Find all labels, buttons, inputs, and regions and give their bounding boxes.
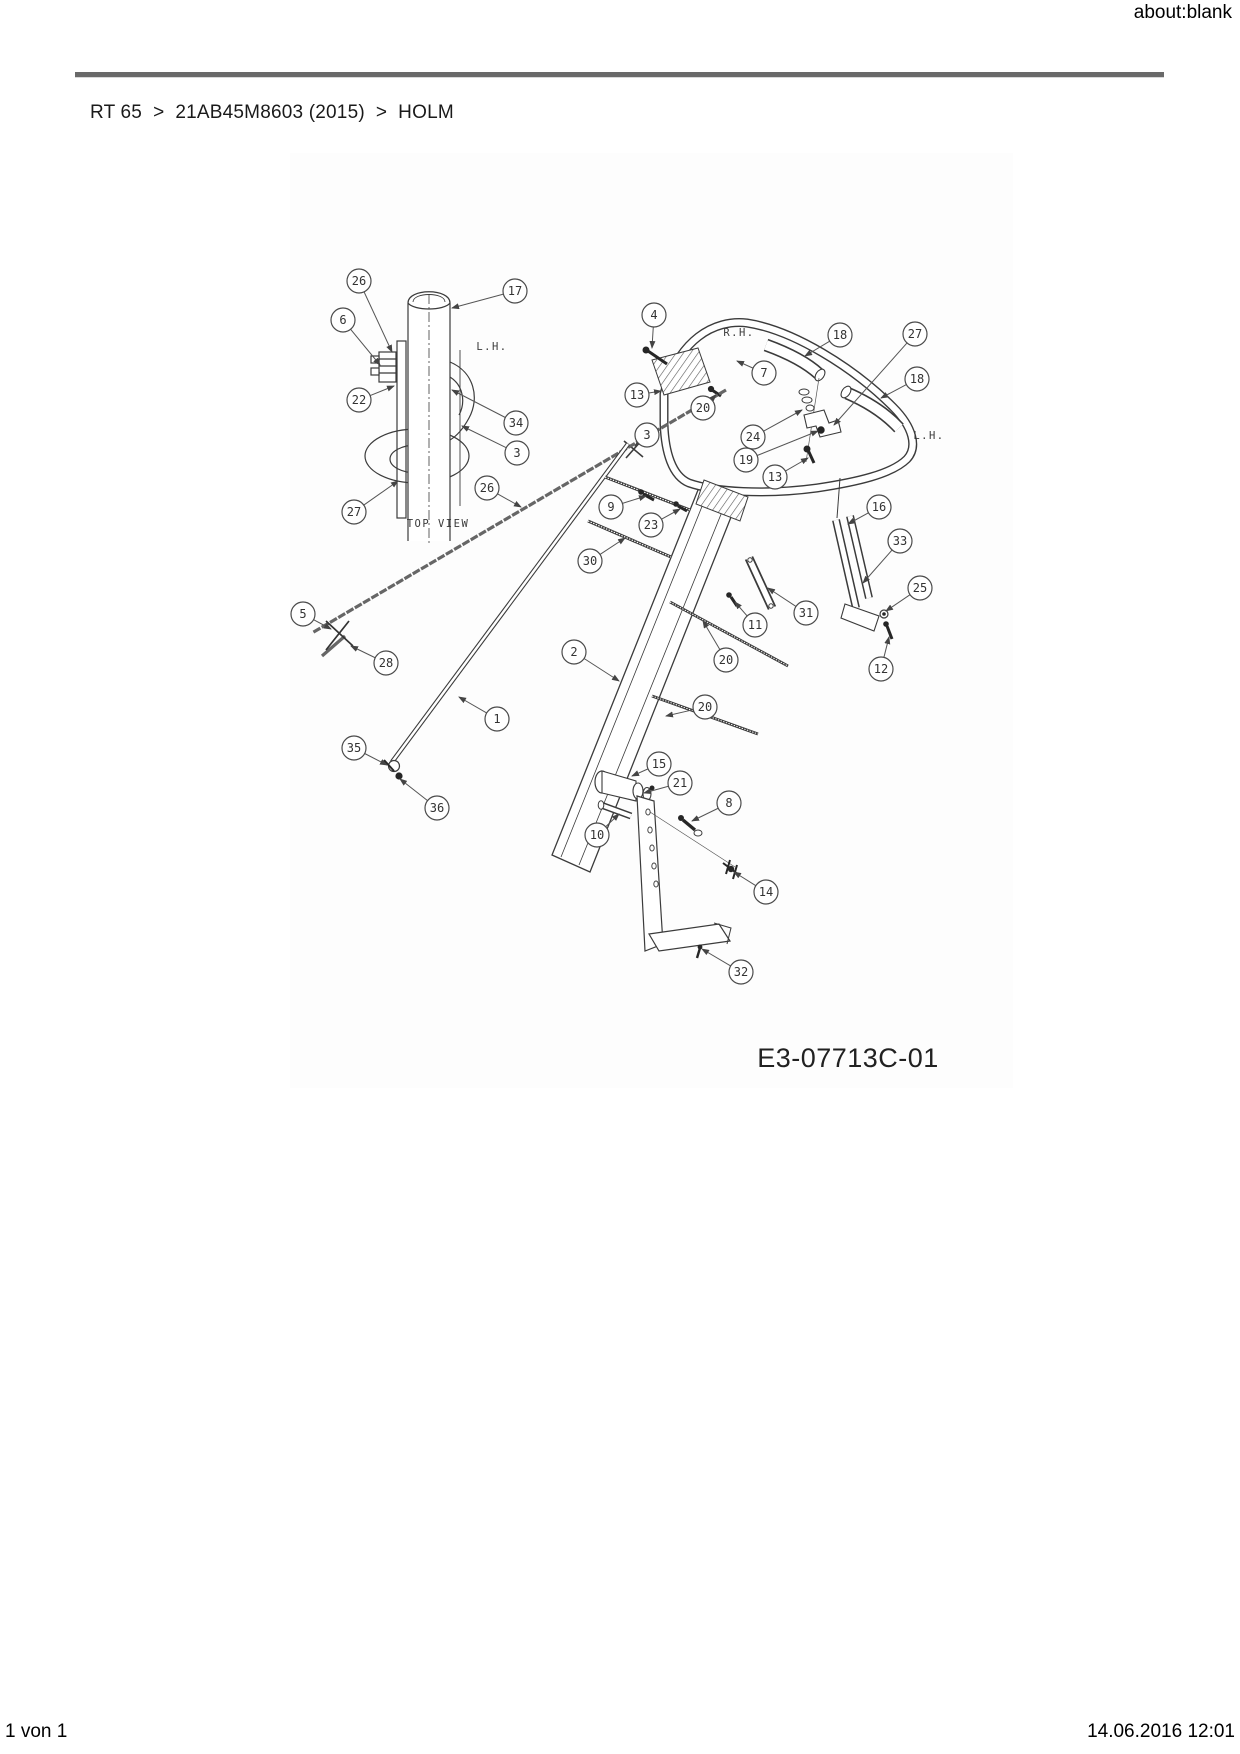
callout-3 bbox=[635, 423, 659, 447]
callout-number: 13 bbox=[629, 388, 645, 402]
callout-number: 15 bbox=[651, 757, 667, 771]
callout-number: 26 bbox=[351, 274, 367, 288]
callout-number: 28 bbox=[378, 656, 394, 670]
callout-number: 20 bbox=[697, 700, 713, 714]
callout-number: 6 bbox=[339, 313, 347, 327]
diagram-label-top-view-caption: TOP VIEW bbox=[406, 518, 470, 530]
callout-number: 30 bbox=[582, 554, 598, 568]
callout-number: 36 bbox=[429, 801, 445, 815]
nut-19 bbox=[818, 427, 824, 433]
callout-number: 11 bbox=[747, 618, 763, 632]
callout-number: 10 bbox=[589, 828, 605, 842]
callout-number: 22 bbox=[351, 393, 367, 407]
washer-24c bbox=[806, 405, 814, 411]
callout-number: 3 bbox=[513, 446, 521, 460]
callout-number: 13 bbox=[767, 470, 783, 484]
inset-screw-2 bbox=[371, 368, 379, 375]
callout-number: 27 bbox=[907, 327, 923, 341]
callout-number: 32 bbox=[733, 965, 749, 979]
callout-number: 5 bbox=[299, 607, 307, 621]
callout-number: 17 bbox=[507, 284, 523, 298]
callout-number: 35 bbox=[346, 741, 362, 755]
callout-number: 21 bbox=[672, 776, 688, 790]
drawing-number: E3-07713C-01 bbox=[757, 1043, 939, 1073]
bolt-23-head bbox=[673, 501, 679, 507]
breadcrumb-item: 21AB45M8603 (2015) bbox=[175, 102, 365, 123]
callout-number: 8 bbox=[725, 796, 733, 810]
callout-number: 19 bbox=[738, 453, 754, 467]
callout-20 bbox=[691, 395, 716, 420]
callout-number: 25 bbox=[912, 581, 928, 595]
washer-8 bbox=[694, 830, 702, 836]
breadcrumb-separator: > bbox=[375, 102, 388, 123]
callout-number: 14 bbox=[758, 885, 774, 899]
print-timestamp: 14.06.2016 12:01 bbox=[1087, 1721, 1235, 1742]
callout-number: 33 bbox=[892, 534, 908, 548]
callout-number: 2 bbox=[570, 645, 578, 659]
page-count: 1 von 1 bbox=[5, 1721, 68, 1742]
callout-number: 4 bbox=[650, 308, 658, 322]
callout-number: 12 bbox=[873, 662, 889, 676]
callout-number: 3 bbox=[643, 428, 651, 442]
callout-number: 20 bbox=[718, 653, 734, 667]
callout-number: 23 bbox=[643, 518, 659, 532]
inset-clamp-block bbox=[379, 352, 396, 382]
callout-number: 16 bbox=[871, 500, 887, 514]
callout-number: 27 bbox=[346, 505, 362, 519]
callout-number: 18 bbox=[832, 328, 848, 342]
callout-number: 20 bbox=[695, 401, 711, 415]
callout-number: 34 bbox=[508, 416, 524, 430]
callout-number: 9 bbox=[607, 500, 615, 514]
breadcrumb-item: RT 65 bbox=[90, 102, 143, 123]
callout-number: 24 bbox=[745, 430, 761, 444]
base-bolt bbox=[650, 786, 655, 791]
page-url-label: about:blank bbox=[1133, 2, 1232, 23]
washer-24a bbox=[799, 389, 809, 395]
callout-number: 1 bbox=[493, 712, 501, 726]
callout-number: 7 bbox=[760, 366, 768, 380]
diagram-label-rh-main: R.H. bbox=[723, 327, 755, 339]
pin-36 bbox=[395, 772, 402, 779]
nut-25-center bbox=[882, 612, 886, 616]
diagram-label-lh-main: L.H. bbox=[913, 430, 945, 442]
bolt-11-head bbox=[726, 592, 732, 598]
callout-number: 31 bbox=[798, 606, 814, 620]
callout-number: 18 bbox=[909, 372, 925, 386]
washer-24b bbox=[802, 397, 812, 403]
pin-10-end bbox=[598, 801, 604, 809]
diagram-label-lh-top-view: L.H. bbox=[476, 341, 508, 353]
bolt-9-head bbox=[638, 489, 644, 495]
callout-number: 26 bbox=[479, 481, 495, 495]
breadcrumb-item: HOLM bbox=[398, 102, 454, 123]
breadcrumb-separator: > bbox=[153, 102, 165, 123]
